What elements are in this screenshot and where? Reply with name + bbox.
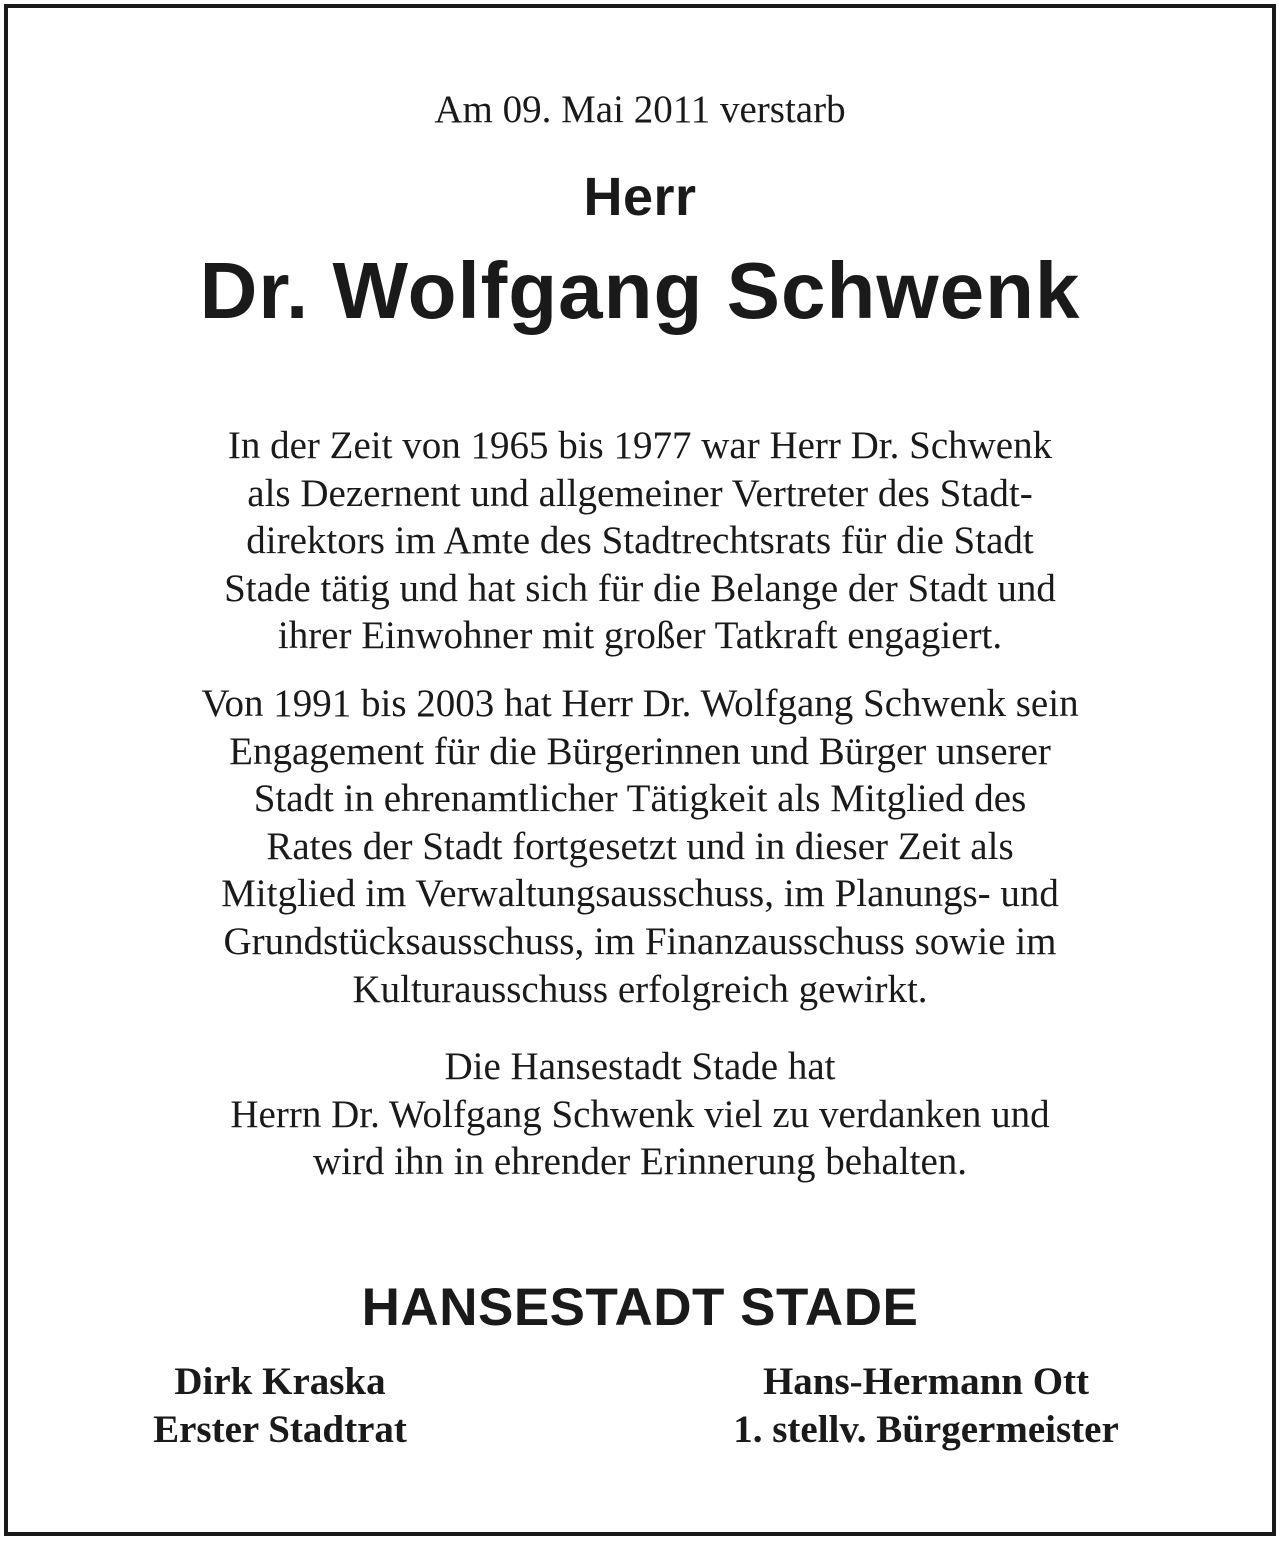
signatory-name: Hans-Hermann Ott: [762, 1360, 1090, 1403]
text-line: direktors im Amte des Stadtrechtsrats für die Stadt: [246, 519, 1034, 563]
text-line: als Dezernent und allgemeiner Vertreter des Stadt-: [247, 471, 1033, 515]
signatory-right: [626, 1358, 1226, 1454]
text-line: ihrer Einwohner mit großer Tatkraft engagiert.: [277, 614, 1003, 658]
paragraph-career: [0, 422, 1280, 660]
text-line: wird ihn in ehrender Erinnerung behalten.: [312, 1140, 968, 1184]
organization-name: HANSESTADT STADE: [361, 1278, 919, 1337]
signatory-left: [80, 1358, 480, 1454]
text-line: Die Hansestadt Stade hat: [444, 1045, 836, 1088]
notice-intro: Am 09. Mai 2011 verstarb: [434, 88, 846, 131]
text-line: Von 1991 bis 2003 hat Herr Dr. Wolfgang Schwenk sein: [201, 682, 1079, 725]
text-line: Engagement für die Bürgerinnen und Bürger unserer: [229, 729, 1051, 773]
text-line: Herrn Dr. Wolfgang Schwenk viel zu verdanken und: [230, 1092, 1050, 1136]
text-line: Mitglied im Verwaltungsausschuss, im Planungs- und: [221, 872, 1059, 916]
text-line: Kulturausschuss erfolgreich gewirkt.: [352, 967, 928, 1011]
deceased-name: Dr. Wolfgang Schwenk: [199, 246, 1081, 335]
signatory-name: Dirk Kraska: [174, 1360, 386, 1403]
signatory-title: Erster Stadtrat: [153, 1408, 407, 1451]
text-line: Grundstücksausschuss, im Finanzausschuss sowie im: [223, 919, 1057, 963]
deceased-honorific: Herr: [583, 167, 697, 227]
text-line: Stade tätig und hat sich für die Belange der Stadt und: [224, 566, 1056, 610]
paragraph-tribute: [0, 1043, 1280, 1186]
text-line: In der Zeit von 1965 bis 1977 war Herr Dr. Schwenk: [227, 424, 1053, 467]
text-line: Rates der Stadt fortgesetzt und in dieser Zeit als: [266, 824, 1014, 868]
text-line: Stadt in ehrenamtlicher Tätigkeit als Mitglied des: [253, 777, 1027, 821]
paragraph-council: [0, 680, 1280, 1013]
signatory-title: 1. stellv. Bürgermeister: [733, 1408, 1119, 1451]
